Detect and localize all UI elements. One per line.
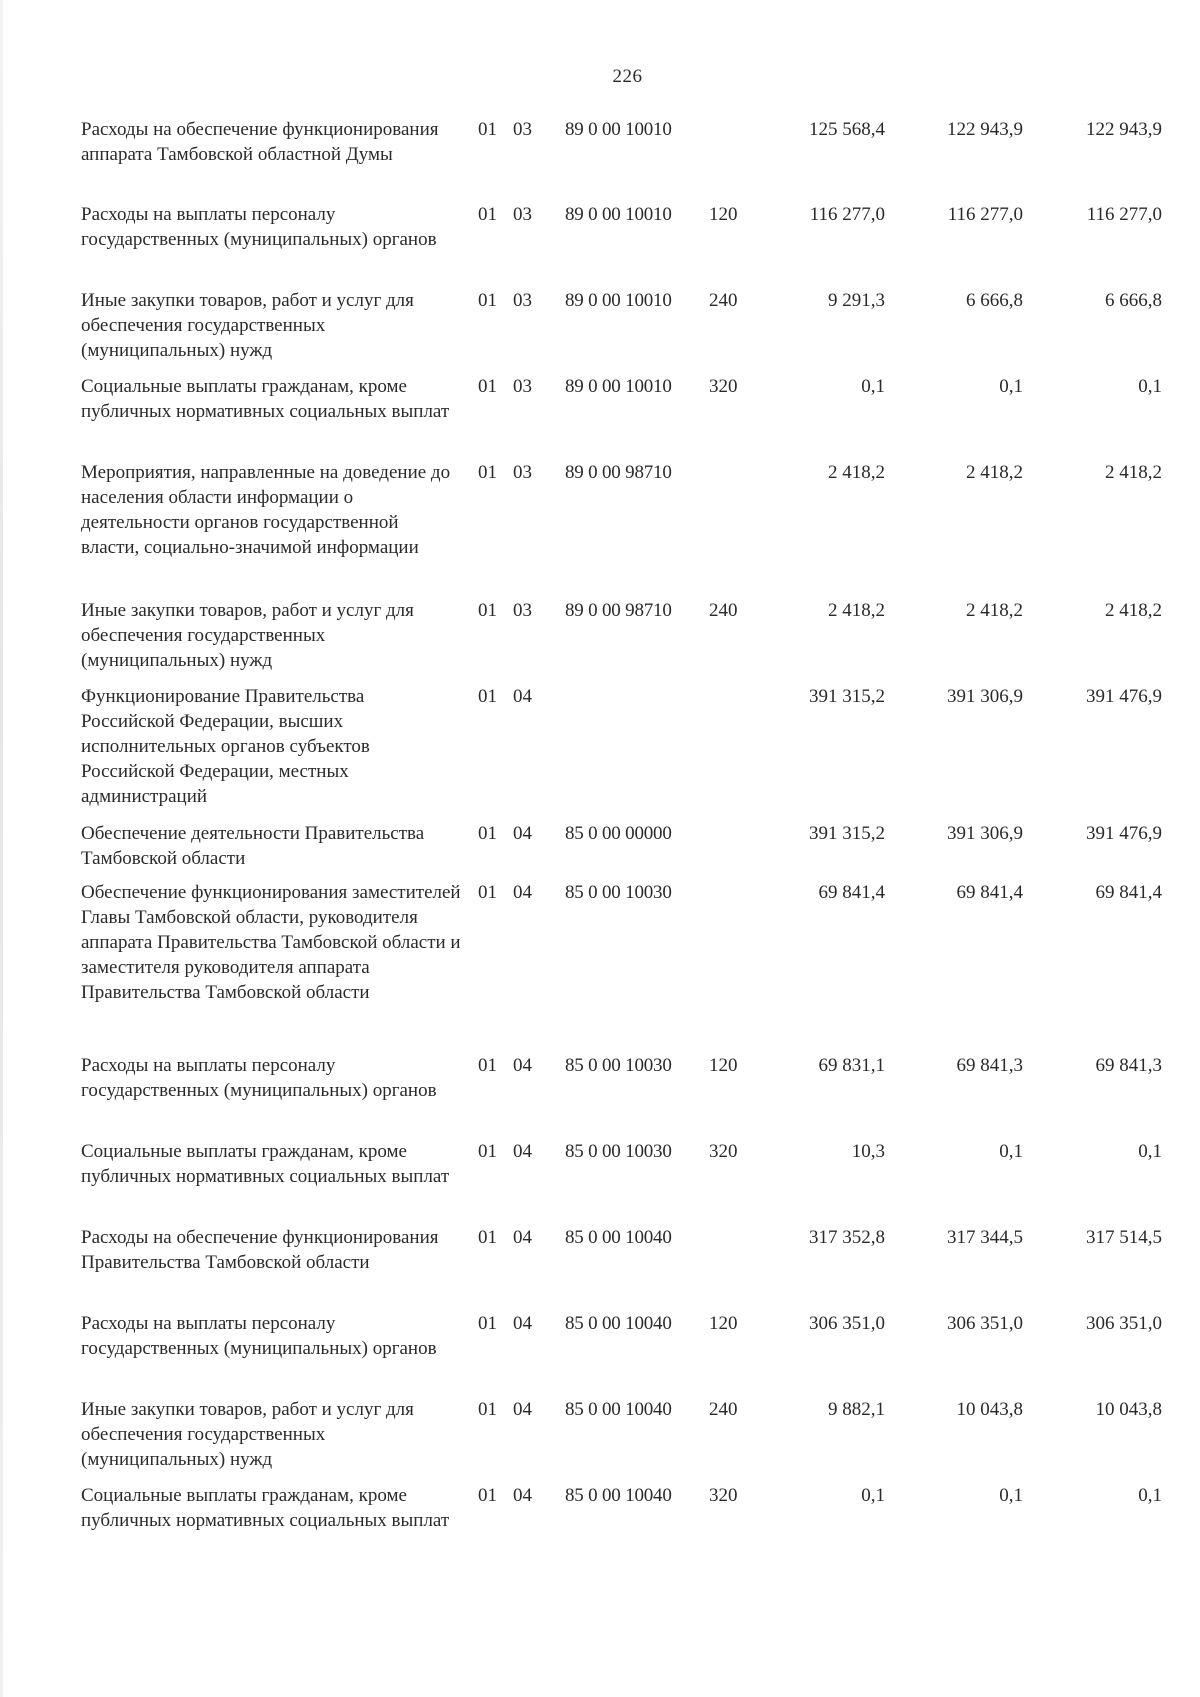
row-target-article: 85 0 00 10040 [565,1313,672,1334]
row-amount-year-1: 306 351,0 [809,1313,885,1334]
row-expense-type: 240 [709,600,738,621]
row-target-article: 85 0 00 10030 [565,882,672,903]
row-name: Социальные выплаты гражданам, кроме публичных нормативных социальных выплат [81,376,450,422]
row-target-article: 89 0 00 10010 [565,204,672,225]
row-section: 01 [478,376,497,397]
row-section: 01 [478,1055,497,1076]
row-target-article: 85 0 00 10040 [565,1399,672,1420]
row-amount-year-2: 391 306,9 [947,823,1023,844]
row-section: 01 [478,1227,497,1248]
row-subsection: 03 [513,290,532,311]
row-amount-year-2: 0,1 [999,376,1023,397]
row-amount-year-3: 122 943,9 [1086,119,1162,140]
row-amount-year-1: 69 841,4 [818,882,885,903]
row-section: 01 [478,290,497,311]
row-subsection: 03 [513,119,532,140]
row-amount-year-1: 2 418,2 [828,600,885,621]
row-section: 01 [478,119,497,140]
row-subsection: 03 [513,600,532,621]
row-amount-year-1: 9 291,3 [828,290,885,311]
row-amount-year-2: 391 306,9 [947,686,1023,707]
row-section: 01 [478,600,497,621]
row-section: 01 [478,823,497,844]
row-expense-type: 240 [709,290,738,311]
row-amount-year-2: 122 943,9 [947,119,1023,140]
row-subsection: 04 [513,1055,532,1076]
row-subsection: 04 [513,1485,532,1506]
row-name: Расходы на обеспечение функционирования Правительства Тамбовской области [81,1227,439,1273]
row-amount-year-1: 69 831,1 [818,1055,885,1076]
row-amount-year-3: 10 043,8 [1095,1399,1162,1420]
row-target-article: 85 0 00 10040 [565,1485,672,1506]
row-subsection: 04 [513,1399,532,1420]
row-amount-year-3: 69 841,4 [1095,882,1162,903]
row-expense-type: 120 [709,1313,738,1334]
row-amount-year-3: 0,1 [1138,1141,1162,1162]
row-section: 01 [478,1141,497,1162]
row-subsection: 04 [513,686,532,707]
row-amount-year-1: 0,1 [861,1485,885,1506]
row-amount-year-2: 2 418,2 [966,462,1023,483]
row-amount-year-2: 69 841,3 [956,1055,1023,1076]
row-target-article: 89 0 00 98710 [565,462,672,483]
row-target-article: 85 0 00 00000 [565,823,672,844]
row-amount-year-3: 2 418,2 [1105,600,1162,621]
row-expense-type: 240 [709,1399,738,1420]
row-target-article: 89 0 00 10010 [565,290,672,311]
row-amount-year-1: 9 882,1 [828,1399,885,1420]
row-subsection: 04 [513,882,532,903]
row-section: 01 [478,462,497,483]
row-section: 01 [478,204,497,225]
row-subsection: 04 [513,1313,532,1334]
row-subsection: 04 [513,1141,532,1162]
row-name: Расходы на выплаты персоналу государственных (муниципальных) органов [81,1055,437,1101]
row-section: 01 [478,686,497,707]
row-amount-year-2: 306 351,0 [947,1313,1023,1334]
row-amount-year-2: 10 043,8 [956,1399,1023,1420]
row-name: Расходы на выплаты персоналу государственных (муниципальных) органов [81,1313,437,1359]
row-amount-year-2: 317 344,5 [947,1227,1023,1248]
row-target-article: 89 0 00 98710 [565,600,672,621]
row-target-article: 85 0 00 10030 [565,1141,672,1162]
row-target-article: 85 0 00 10030 [565,1055,672,1076]
row-name: Расходы на выплаты персоналу государственных (муниципальных) органов [81,204,437,250]
row-name: Функционирование Правительства Российской Федерации, высших исполнительных органов субъектов Российской Федерации, местных администраций [81,686,370,807]
row-expense-type: 320 [709,1141,738,1162]
row-amount-year-3: 306 351,0 [1086,1313,1162,1334]
row-amount-year-1: 0,1 [861,376,885,397]
row-amount-year-3: 391 476,9 [1086,823,1162,844]
row-subsection: 03 [513,376,532,397]
row-target-article: 89 0 00 10010 [565,376,672,397]
row-amount-year-3: 116 277,0 [1086,204,1162,225]
row-section: 01 [478,1485,497,1506]
row-amount-year-3: 391 476,9 [1086,686,1162,707]
row-amount-year-1: 317 352,8 [809,1227,885,1248]
row-expense-type: 320 [709,1485,738,1506]
row-name: Мероприятия, направленные на доведение до населения области информации о деятельности органов государственной власти, социально-значимой информации [81,462,451,558]
row-amount-year-1: 116 277,0 [809,204,885,225]
row-subsection: 04 [513,823,532,844]
row-amount-year-2: 0,1 [999,1141,1023,1162]
row-amount-year-1: 391 315,2 [809,686,885,707]
row-amount-year-2: 69 841,4 [956,882,1023,903]
row-expense-type: 120 [709,204,738,225]
row-target-article: 85 0 00 10040 [565,1227,672,1248]
row-name: Социальные выплаты гражданам, кроме публичных нормативных социальных выплат [81,1141,450,1187]
row-target-article: 89 0 00 10010 [565,119,672,140]
row-section: 01 [478,1313,497,1334]
row-amount-year-2: 116 277,0 [947,204,1023,225]
scan-edge [0,0,3,1697]
row-amount-year-3: 6 666,8 [1105,290,1162,311]
row-amount-year-1: 125 568,4 [809,119,885,140]
row-amount-year-1: 391 315,2 [809,823,885,844]
row-name: Иные закупки товаров, работ и услуг для обеспечения государственных (муниципальных) нужд [81,600,414,671]
row-name: Социальные выплаты гражданам, кроме публичных нормативных социальных выплат [81,1485,450,1531]
row-amount-year-1: 2 418,2 [828,462,885,483]
row-name: Иные закупки товаров, работ и услуг для обеспечения государственных (муниципальных) нужд [81,1399,414,1470]
row-section: 01 [478,882,497,903]
row-amount-year-3: 317 514,5 [1086,1227,1162,1248]
row-expense-type: 320 [709,376,738,397]
row-amount-year-3: 0,1 [1138,376,1162,397]
row-amount-year-3: 2 418,2 [1105,462,1162,483]
row-amount-year-3: 69 841,3 [1095,1055,1162,1076]
row-expense-type: 120 [709,1055,738,1076]
row-amount-year-2: 6 666,8 [966,290,1023,311]
row-amount-year-2: 2 418,2 [966,600,1023,621]
page-number: 226 [612,66,643,87]
row-amount-year-2: 0,1 [999,1485,1023,1506]
row-name: Обеспечение функционирования заместителей Главы Тамбовской области, руководителя аппарата Правительства Тамбовской области и заместителя руководителя аппарата Правительства Тамбовской области [81,882,461,1003]
row-subsection: 03 [513,204,532,225]
row-section: 01 [478,1399,497,1420]
row-name: Иные закупки товаров, работ и услуг для обеспечения государственных (муниципальных) нужд [81,290,414,361]
row-name: Обеспечение деятельности Правительства Тамбовской области [81,823,425,869]
row-amount-year-3: 0,1 [1138,1485,1162,1506]
row-amount-year-1: 10,3 [851,1141,885,1162]
row-name: Расходы на обеспечение функционирования аппарата Тамбовской областной Думы [81,119,439,165]
row-subsection: 03 [513,462,532,483]
row-subsection: 04 [513,1227,532,1248]
